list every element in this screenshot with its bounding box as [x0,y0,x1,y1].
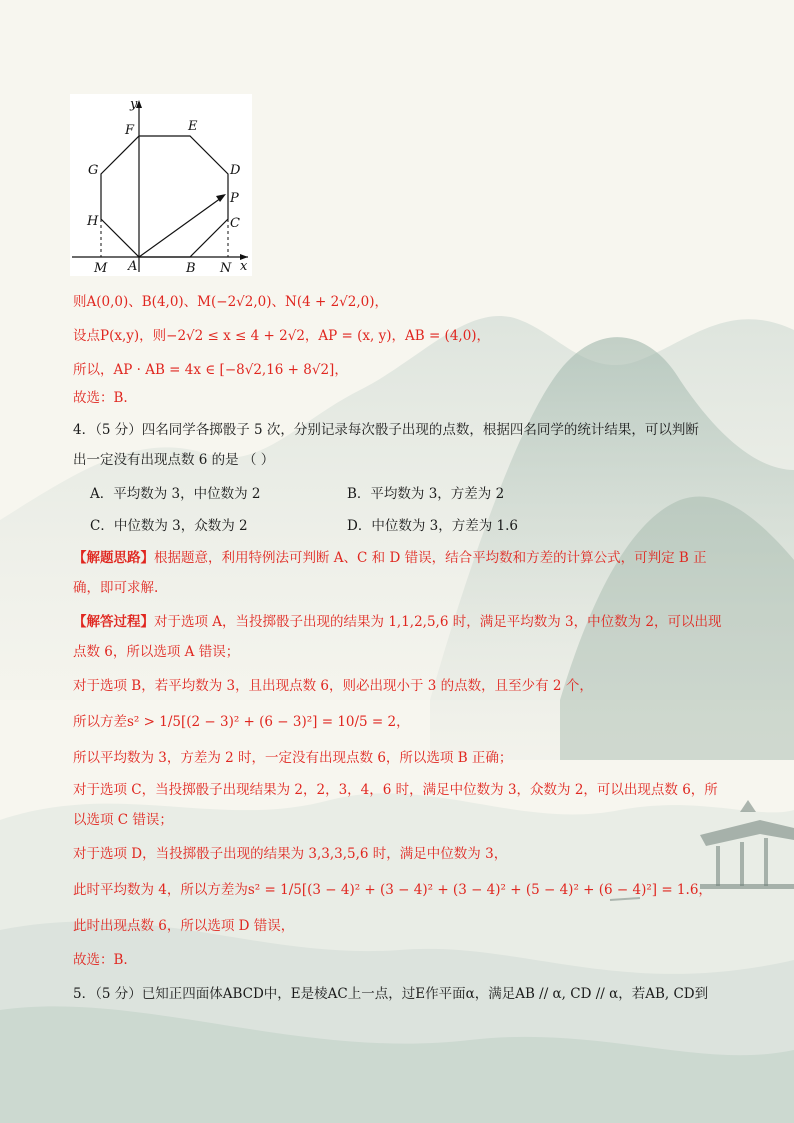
q4-proc-line-5: 所以平均数为 3，方差为 2 时，一定没有出现点数 6，所以选项 B 正确； [73,750,513,766]
q4-idea-text-1: 根据题意，利用特例法可判断 A、C 和 D 错误，结合平均数和方差的计算公式，可判定 B 正 [154,550,707,566]
label-x: x [240,259,248,274]
q4-proc-tag: 【解答过程】 [73,614,154,630]
octagon-coordinate-diagram [70,94,252,276]
q4-idea-tag: 【解题思路】 [73,550,154,566]
label-y: y [130,97,138,112]
q4-proc-text-1: 对于选项 A，当投掷骰子出现的结果为 1,1,2,5,6 时，满足平均数为 3，中位数为 2，可以出现 [154,614,722,630]
q4-stem-line-1: 4．（5 分）四名同学各掷骰子 5 次，分别记录每次骰子出现的点数，根据四名同学的统计结果，可以判断 [73,422,699,438]
q4-choice-line: 故选：B. [73,952,128,968]
label-b: B [186,261,196,276]
label-c: C [230,216,240,231]
q4-option-b: B．平均数为 3，方差为 2 [347,486,505,502]
label-p: P [230,191,239,206]
q4-proc-line-9: 此时平均数为 4，所以方差为s² = 1/5[(3 − 4)² + (3 − 4)² + (3 − 4)² + (5 − 4)² + (6 − 4)²] = 1.6， [73,882,712,898]
q4-proc-line-6: 对于选项 C，当投掷骰子出现结果为 2，2，3，4，6 时，满足中位数为 3，众数为 2，可以出现点数 6，所 [73,782,718,798]
label-f: F [125,123,135,138]
q3-therefore-line: 所以，AP · AB = 4x ∈ [−8√2,16 + 8√2]， [73,362,348,378]
q3-choice-line: 故选：B. [73,390,128,406]
label-d: D [230,163,241,178]
label-n: N [220,261,232,276]
q4-proc-line-2: 点数 6，所以选项 A 错误； [73,644,240,660]
label-m: M [94,261,108,276]
vector-ap [139,198,221,257]
q5-stem-line-1: 5．（5 分）已知正四面体ABCD中，E是棱AC上一点，过E作平面α，满足AB // α, CD // α，若AB, CD到 [73,986,709,1002]
q4-proc-line-7: 以选项 C 错误； [73,812,173,828]
q4-idea-line-2: 确，即可求解. [73,580,159,596]
label-g: G [88,163,99,178]
label-h: H [87,214,99,229]
q4-proc-line-4: 所以方差s² > 1/5[(2 − 3)² + (6 − 3)²] = 10/5 = 2， [73,714,410,730]
q4-proc-line-3: 对于选项 B，若平均数为 3，且出现点数 6，则必出现小于 3 的点数，且至少有 2 个， [73,678,593,694]
q3-set-p-line: 设点P(x,y)，则−2√2 ≤ x ≤ 4 + 2√2，AP = (x, y)，AB = (4,0)， [73,328,491,344]
label-a: A [128,259,138,274]
q4-option-a: A．平均数为 3，中位数为 2 [90,486,261,502]
q4-option-c: C．中位数为 3，众数为 2 [90,518,248,534]
q4-proc-line-10: 此时出现点数 6，所以选项 D 错误， [73,918,295,934]
q4-proc-line-8: 对于选项 D，当投掷骰子出现的结果为 3,3,3,5,6 时，满足中位数为 3， [73,846,508,862]
q4-idea-line-1 [73,548,707,568]
q3-coords-line: 则A(0,0)、B(4,0)、M(−2√2,0)、N(4 + 2√2,0)， [73,294,388,310]
q4-proc-line-1 [73,612,722,632]
q4-option-d: D．中位数为 3，方差为 1.6 [347,518,518,534]
label-e: E [188,119,198,134]
q4-stem-line-2: 出一定没有出现点数 6 的是 （ ） [73,452,275,468]
